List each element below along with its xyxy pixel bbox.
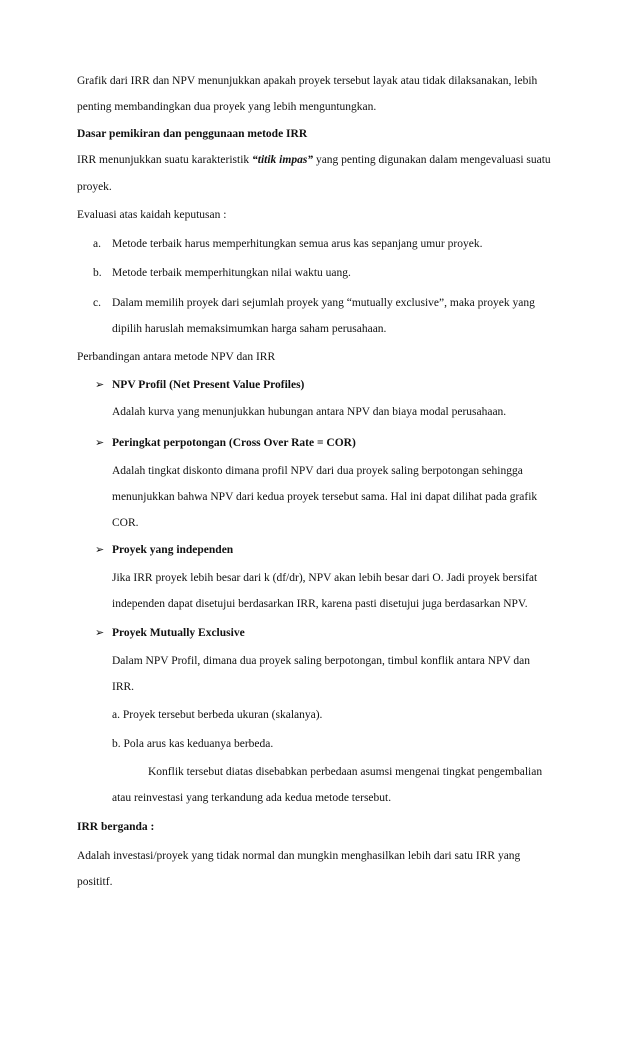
paragraph-line: Evaluasi atas kaidah keputusan : [77,209,227,221]
paragraph-line: Adalah investasi/proyek yang tidak normal dan mungkin menghasilkan lebih dari satu IRR yang [77,850,521,862]
bullet-text: menunjukkan bahwa NPV dari kedua proyek tersebut sama. Hal ini dapat dilihat pada grafik [112,491,538,503]
bullet-text: Dalam NPV Profil, dimana dua proyek saling berpotongan, timbul konflik antara NPV dan [112,655,530,667]
paragraph-line: posititf. [77,876,113,888]
emphasis-text: “titik impas” [252,154,314,166]
text-run: IRR menunjukkan suatu karakteristik [77,154,253,166]
paragraph-line: proyek. [77,181,112,193]
bullet-text: Adalah kurva yang menunjukkan hubungan antara NPV dan biaya modal perusahaan. [112,406,507,418]
bullet-text: independen dapat disetujui berdasarkan IRR, karena pasti disetujui juga berdasarkan NPV. [112,598,528,610]
bullet-title: Proyek yang independen [112,544,234,556]
paragraph-line: Grafik dari IRR dan NPV menunjukkan apakah proyek tersebut layak atau tidak dilaksanakan, lebih [77,75,538,87]
paragraph-line: penting membandingkan dua proyek yang lebih menguntungkan. [77,101,377,113]
arrow-bullet-icon: ➢ [95,378,105,391]
section-heading: Dasar pemikiran dan penggunaan metode IRR [77,128,308,140]
paragraph-line [77,153,551,167]
list-item-text: dipilih haruslah memaksimumkan harga saham perusahaan. [112,323,387,335]
text-run: yang penting digunakan dalam mengevaluasi suatu [313,154,551,166]
list-marker: b. [93,267,102,279]
arrow-bullet-icon: ➢ [95,436,105,449]
list-marker: a. [93,238,101,250]
list-item-text: Dalam memilih proyek dari sejumlah proyek yang “mutually exclusive”, maka proyek yang [112,297,535,309]
bullet-title: NPV Profil (Net Present Value Profiles) [112,379,305,391]
arrow-bullet-icon: ➢ [95,626,105,639]
bullet-title: Proyek Mutually Exclusive [112,627,245,639]
bullet-title: Peringkat perpotongan (Cross Over Rate = COR) [112,437,356,449]
section-heading: IRR berganda : [77,821,155,833]
bullet-text: a. Proyek tersebut berbeda ukuran (skalanya). [112,709,323,721]
bullet-text: COR. [112,517,139,529]
bullet-text: Konflik tersebut diatas disebabkan perbedaan asumsi mengenai tingkat pengembalian [148,766,543,778]
paragraph-line: Perbandingan antara metode NPV dan IRR [77,351,276,363]
bullet-text: atau reinvestasi yang terkandung ada kedua metode tersebut. [112,792,392,804]
bullet-text: Adalah tingkat diskonto dimana profil NPV dari dua proyek saling berpotongan sehingga [112,465,523,477]
list-marker: c. [93,297,101,309]
bullet-text: b. Pola arus kas keduanya berbeda. [112,738,274,750]
list-item-text: Metode terbaik harus memperhitungkan semua arus kas sepanjang umur proyek. [112,238,483,250]
list-item-text: Metode terbaik memperhitungkan nilai waktu uang. [112,267,351,279]
arrow-bullet-icon: ➢ [95,543,105,556]
bullet-text: IRR. [112,681,135,693]
bullet-text: Jika IRR proyek lebih besar dari k (df/dr), NPV akan lebih besar dari O. Jadi proyek bersifat [112,572,538,584]
